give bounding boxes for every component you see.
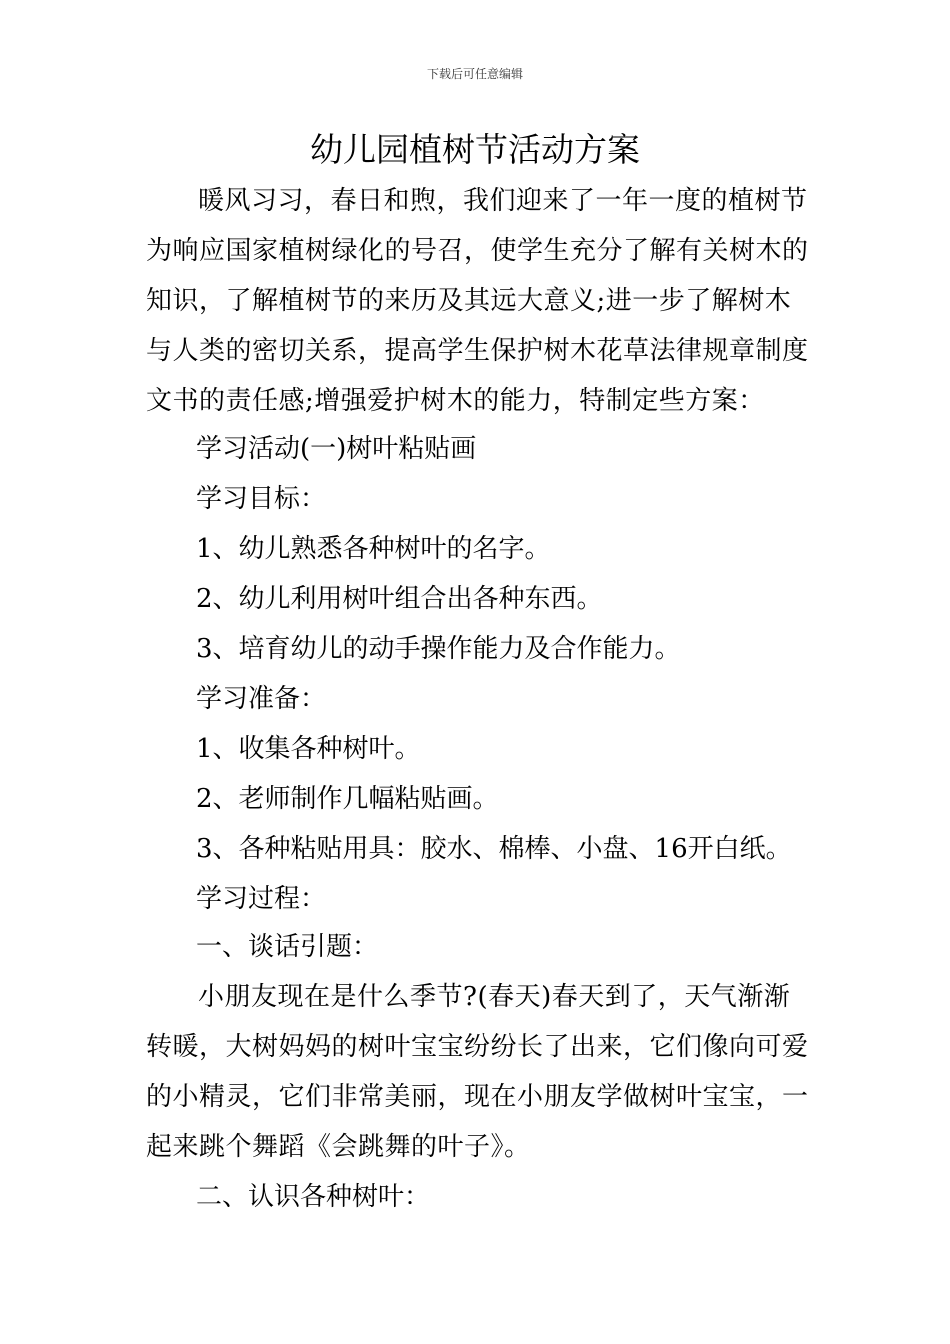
page-title: 幼儿园植树节活动方案 [310, 130, 640, 169]
intro-paragraph: 暖风习习，春日和煦，我们迎来了一年一度的植树节为响应国家植树绿化的号召，使学生充分了解有关树木的知识，了解植树节的来历及其远大意义;进一步了解树木与人类的密切关系，提高学生保护树木花草法律规章制度文书的责任感;增强爱护树木的能力，特制定些方案： [146, 186, 809, 416]
step1-paragraph: 小朋友现在是什么季节?(春天)春天到了，天气渐渐转暖，大树妈妈的树叶宝宝纷纷长了出来，它们像向可爱的小精灵，它们非常美丽，现在小朋友学做树叶宝宝，一起来跳个舞蹈《会跳舞的叶子》。 [146, 982, 809, 1162]
prep-item: 3、各种粘贴用具：胶水、棉棒、小盘、16开白纸。 [196, 834, 792, 864]
step1-heading: 一、谈话引题： [196, 932, 379, 962]
prep-heading: 学习准备： [196, 684, 327, 714]
goal-item: 2、幼儿利用树叶组合出各种东西。 [196, 584, 603, 614]
prep-item: 1、收集各种树叶。 [196, 734, 421, 764]
goals-heading: 学习目标： [196, 484, 327, 514]
process-heading: 学习过程： [196, 884, 327, 914]
activity-title: 学习活动(一)树叶粘贴画 [196, 434, 477, 464]
goal-item: 3、培育幼儿的动手操作能力及合作能力。 [196, 634, 681, 664]
goal-item: 1、幼儿熟悉各种树叶的名字。 [196, 534, 551, 564]
prep-item: 2、老师制作几幅粘贴画。 [196, 784, 499, 814]
step2-heading: 二、认识各种树叶： [196, 1182, 431, 1212]
header-watermark: 下载后可任意编辑 [426, 67, 523, 81]
